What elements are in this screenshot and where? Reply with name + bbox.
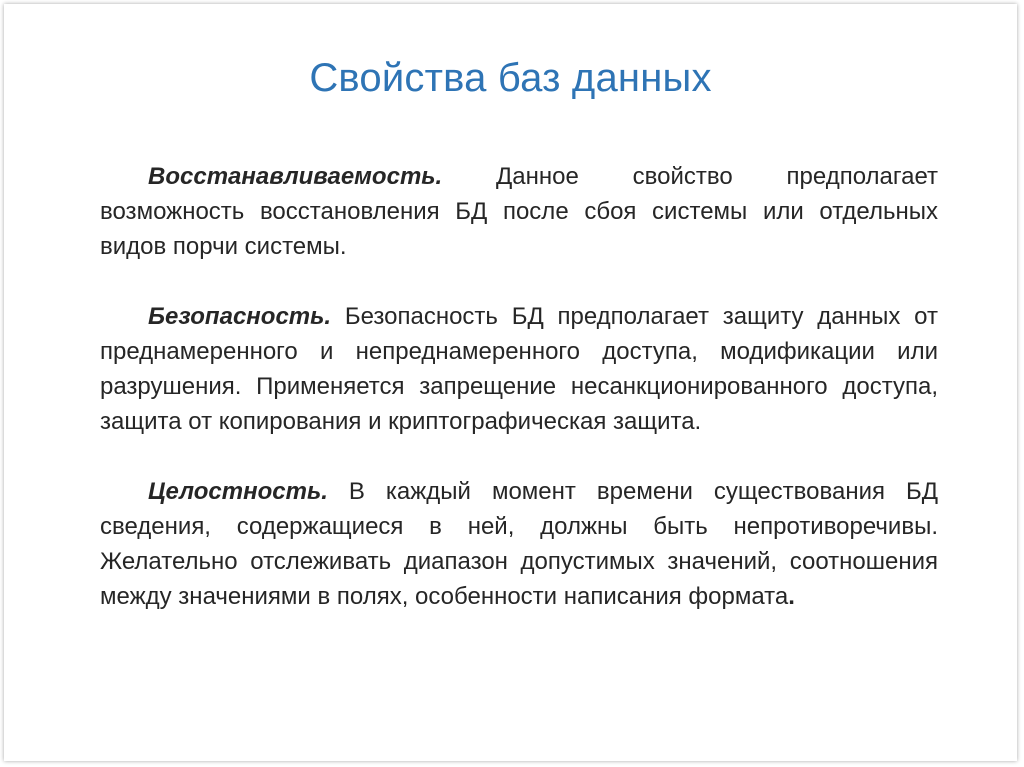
slide-body [100,159,938,649]
slide [4,4,1017,761]
slide-title: Свойства баз данных [309,56,712,100]
term-recoverability: Восстанавливаемость. [148,163,443,190]
paragraph-text: Безопасность БД предполагает защиту данных от преднамеренного и непреднамеренного доступа, модификации или разрушения. Применяется запрещение несанкционированного доступа, защита от копирования и криптографическая защита. [100,303,938,435]
paragraph-text: Данное свойство предполагает возможность восстановления БД после сбоя системы или отдельных видов порчи системы. [100,163,938,260]
term-security: Безопасность. [148,303,332,330]
paragraph-end-mark: . [788,583,795,610]
paragraph-text: В каждый момент времени существования БД сведения, содержащиеся в ней, должны быть непротиворечивы. Желательно отслеживать диапазон допустимых значений, соотношения между значениями в полях, особенности написания формата [100,478,938,610]
paragraph-recoverability [100,159,938,264]
paragraph-integrity [100,474,938,614]
term-integrity: Целостность. [148,478,328,505]
paragraph-security [100,299,938,439]
